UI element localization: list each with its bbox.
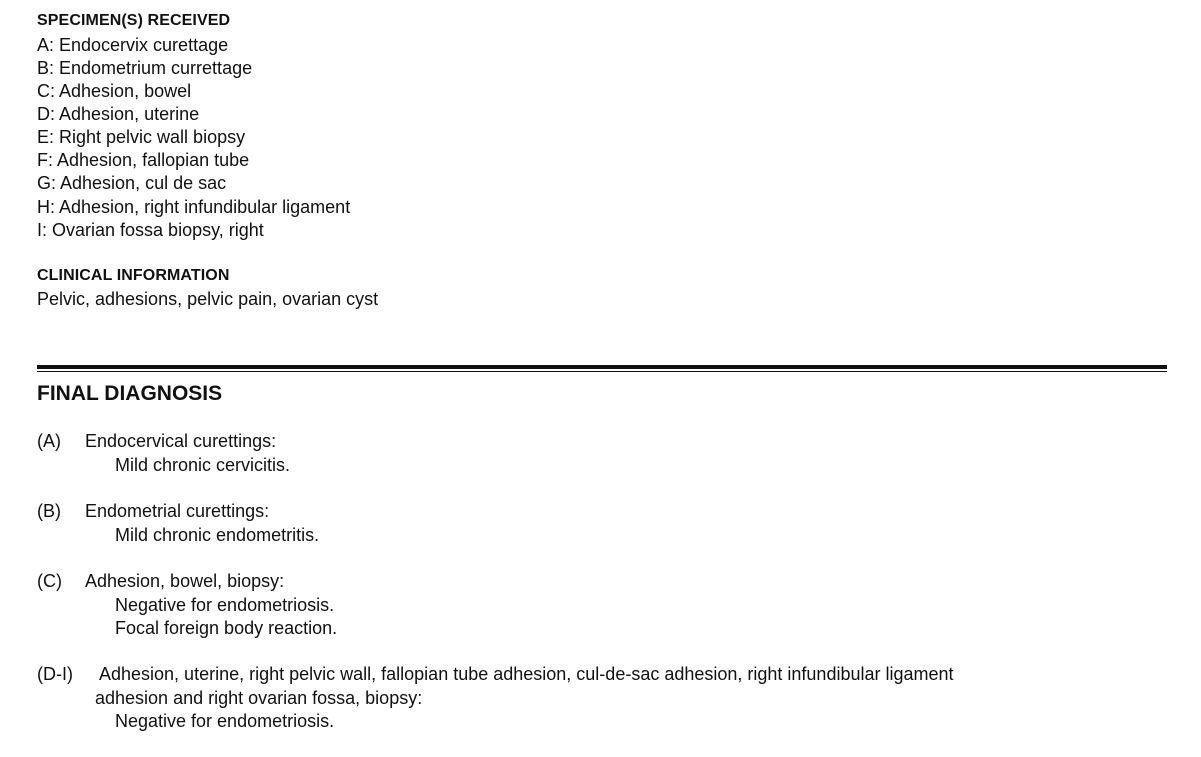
diagnosis-site-b: Endometrial curettings: <box>85 501 270 521</box>
specimens-heading: SPECIMEN(S) RECEIVED <box>37 12 231 29</box>
diagnosis-marker-b: (B) <box>37 501 61 521</box>
specimen-item-a: A: Endocervix curettage <box>37 35 229 55</box>
specimen-item-c: C: Adhesion, bowel <box>37 81 192 101</box>
specimen-item-f: F: Adhesion, fallopian tube <box>37 150 250 170</box>
diagnosis-site-a: Endocervical curettings: <box>85 431 277 451</box>
clinical-heading: CLINICAL INFORMATION <box>37 267 230 284</box>
specimen-item-e: E: Right pelvic wall biopsy <box>37 127 246 147</box>
diagnosis-marker-a: (A) <box>37 431 61 451</box>
diagnosis-site-d-i-continued: adhesion and right ovarian fossa, biopsy: <box>95 688 423 708</box>
specimen-item-b: B: Endometrium currettage <box>37 58 253 78</box>
diagnosis-finding-b-1: Mild chronic endometritis. <box>115 525 320 545</box>
diagnosis-marker-c: (C) <box>37 571 62 591</box>
section-divider-thin <box>37 371 1167 372</box>
diagnosis-finding-c-2: Focal foreign body reaction. <box>115 618 338 638</box>
specimen-item-h: H: Adhesion, right infundibular ligament <box>37 197 351 217</box>
diagnosis-marker-d-i: (D-I) <box>37 664 73 684</box>
specimen-item-i: I: Ovarian fossa biopsy, right <box>37 220 264 240</box>
diagnosis-finding-a-1: Mild chronic cervicitis. <box>115 455 291 475</box>
section-divider-thick <box>37 365 1167 369</box>
clinical-text: Pelvic, adhesions, pelvic pain, ovarian cyst <box>37 289 379 309</box>
diagnosis-finding-d-i-1: Negative for endometriosis. <box>115 711 335 731</box>
specimen-item-d: D: Adhesion, uterine <box>37 104 200 124</box>
final-diagnosis-heading: FINAL DIAGNOSIS <box>37 382 223 405</box>
specimen-item-g: G: Adhesion, cul de sac <box>37 173 227 193</box>
diagnosis-site-c: Adhesion, bowel, biopsy: <box>85 571 285 591</box>
diagnosis-finding-c-1: Negative for endometriosis. <box>115 595 335 615</box>
diagnosis-site-d-i: Adhesion, uterine, right pelvic wall, fallopian tube adhesion, cul-de-sac adhesion, right infundibular ligament <box>99 664 954 684</box>
